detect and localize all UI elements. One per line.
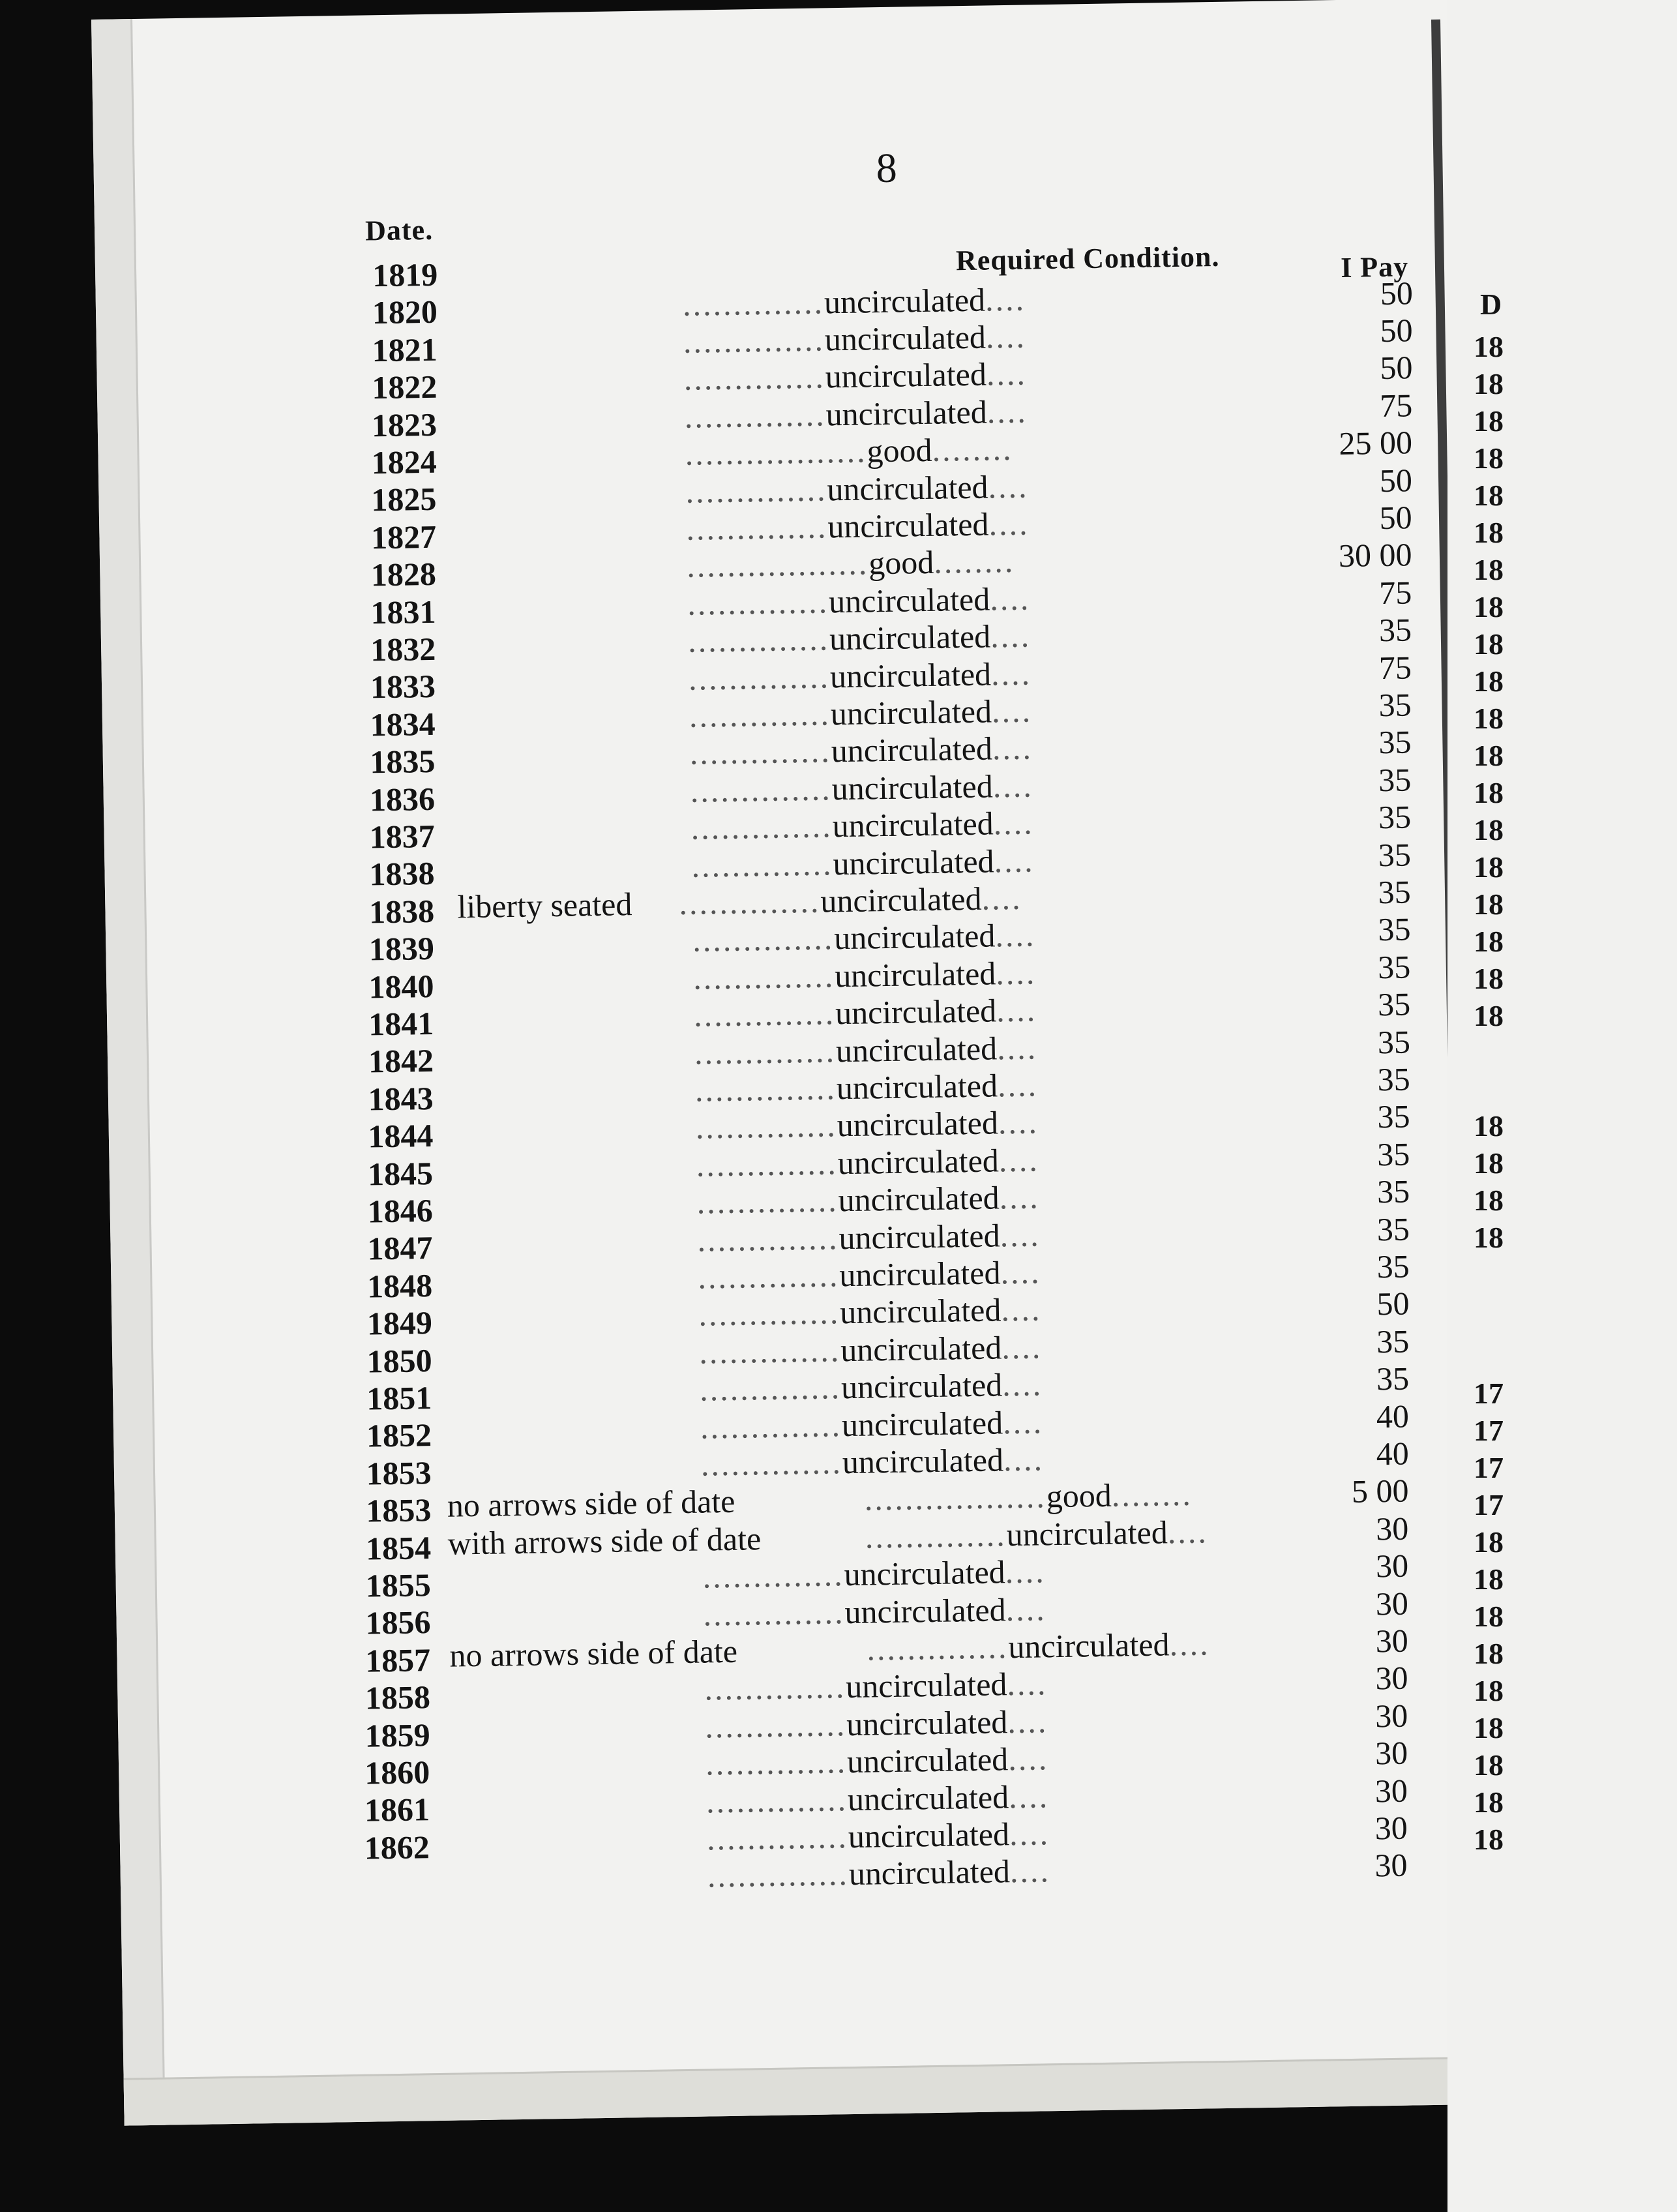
dot-leader: .............. — [696, 1144, 838, 1184]
date-cell: 1828 — [370, 555, 437, 593]
facing-page-year-fragment: 18 — [1474, 441, 1504, 475]
condition-text: uncirculated — [830, 693, 992, 732]
facing-page-year-fragment: 18 — [1474, 553, 1504, 586]
dot-leader: .... — [996, 1029, 1038, 1067]
dot-leader: .... — [998, 1103, 1039, 1141]
pay-cell: 30 — [1375, 1510, 1409, 1547]
pay-column-header: I Pay — [1340, 250, 1409, 284]
dot-leader: .................. — [686, 545, 869, 585]
date-cell: 1820 — [372, 293, 438, 331]
dot-leader: ........ — [932, 430, 1013, 469]
dot-leader: .... — [981, 879, 1022, 917]
dot-leader: .............. — [700, 1406, 842, 1446]
pay-cell: 5 00 — [1351, 1472, 1409, 1510]
date-cell: 1859 — [364, 1716, 430, 1754]
dot-leader: .... — [1002, 1403, 1044, 1441]
pay-cell: 30 — [1374, 1847, 1408, 1884]
pay-cell: 35 — [1378, 686, 1412, 724]
facing-page-year-fragment: 18 — [1474, 962, 1504, 995]
pay-cell: 35 — [1376, 1360, 1410, 1397]
date-cell: 1835 — [369, 743, 436, 781]
facing-page-year-fragment: 17 — [1474, 1488, 1504, 1521]
note-cell: with arrows side of date — [447, 1520, 762, 1562]
pay-cell: 30 00 — [1338, 536, 1412, 575]
condition-text: uncirculated — [848, 1853, 1011, 1892]
dot-leader: .............. — [691, 844, 833, 884]
date-cell: 1845 — [367, 1154, 434, 1193]
date-cell: 1846 — [367, 1192, 434, 1230]
condition-text: uncirculated — [834, 955, 996, 994]
dot-leader: .... — [1007, 1740, 1049, 1778]
dot-leader: .............. — [697, 1257, 840, 1296]
condition-text: uncirculated — [827, 505, 989, 545]
date-cell: 1851 — [366, 1379, 432, 1417]
note-cell: no arrows side of date — [449, 1632, 738, 1674]
dot-leader: .... — [985, 280, 1026, 318]
page-number: 8 — [876, 144, 898, 192]
date-column-header: Date. — [364, 213, 434, 247]
condition-column-header: Required Condition. — [955, 240, 1220, 277]
condition-text: uncirculated — [835, 1030, 998, 1069]
pay-cell: 50 — [1379, 499, 1413, 537]
dot-leader: .... — [988, 505, 1030, 543]
pay-cell: 30 — [1375, 1622, 1409, 1660]
condition-text: uncirculated — [838, 1217, 1000, 1256]
date-cell: 1847 — [367, 1229, 433, 1267]
dot-leader: .... — [985, 318, 1027, 355]
condition-text: uncirculated — [825, 355, 987, 395]
date-cell: 1836 — [369, 780, 436, 818]
dot-leader: .... — [1007, 1703, 1048, 1741]
pay-cell: 35 — [1376, 1173, 1410, 1210]
dot-leader: .............. — [699, 1369, 842, 1408]
date-cell: 1853 — [365, 1491, 432, 1529]
date-cell: 1849 — [366, 1304, 433, 1342]
dot-leader: .............. — [698, 1294, 840, 1334]
dot-leader: .... — [987, 393, 1028, 430]
condition-text: uncirculated — [829, 618, 991, 657]
dot-leader: .............. — [690, 770, 833, 809]
facing-page-year-fragment: 18 — [1474, 330, 1504, 363]
dot-leader: .... — [1003, 1441, 1045, 1478]
pay-cell: 35 — [1377, 948, 1411, 986]
pay-cell: 75 — [1379, 387, 1413, 424]
facing-page-year-fragment: 18 — [1474, 1786, 1504, 1819]
dot-leader: .............. — [692, 919, 835, 959]
date-cell: 1855 — [365, 1566, 432, 1604]
dot-leader: .... — [995, 954, 1037, 992]
condition-text: uncirculated — [829, 655, 992, 695]
facing-page-year-fragment: 18 — [1474, 1221, 1504, 1254]
pay-cell: 40 — [1376, 1397, 1410, 1435]
pay-cell: 75 — [1378, 574, 1412, 611]
dot-leader: .............. — [695, 1107, 838, 1146]
dot-leader: .... — [1002, 1366, 1043, 1403]
date-cell: 1858 — [364, 1679, 431, 1716]
facing-page-year-fragment: 18 — [1474, 479, 1504, 512]
facing-page-year-fragment: 18 — [1474, 1674, 1504, 1707]
dot-leader: .... — [990, 655, 1032, 693]
date-cell: 1819 — [372, 256, 438, 294]
pay-cell: 35 — [1377, 1098, 1410, 1135]
date-cell: 1822 — [371, 368, 438, 406]
pay-cell: 35 — [1376, 1248, 1410, 1285]
condition-text: good — [1046, 1477, 1112, 1515]
condition-text: uncirculated — [820, 880, 982, 919]
condition-text: uncirculated — [840, 1366, 1003, 1406]
condition-text: uncirculated — [825, 393, 988, 433]
date-cell: 1823 — [371, 406, 438, 443]
dot-leader: .... — [989, 580, 1031, 618]
facing-page-year-fragment: 18 — [1474, 1748, 1504, 1782]
dot-leader: ........ — [933, 543, 1015, 581]
date-cell: 1841 — [368, 1004, 434, 1043]
date-cell: 1856 — [365, 1604, 431, 1642]
dot-leader: .............. — [683, 358, 826, 398]
condition-text: uncirculated — [841, 1403, 1003, 1443]
dot-leader: .............. — [700, 1444, 843, 1483]
facing-page-year-fragment: 18 — [1474, 1109, 1504, 1143]
date-cell: 1853 — [366, 1454, 432, 1492]
dot-leader: ........ — [1111, 1476, 1193, 1514]
date-cell: 1840 — [368, 967, 434, 1006]
facing-page-year-fragment: 17 — [1474, 1377, 1504, 1410]
pay-cell: 50 — [1376, 1285, 1410, 1323]
facing-page-year-fragment: 17 — [1474, 1451, 1504, 1484]
condition-text: uncirculated — [838, 1179, 1000, 1219]
condition-text: uncirculated — [827, 468, 988, 508]
condition-text: uncirculated — [846, 1741, 1009, 1780]
condition-text: uncirculated — [831, 730, 993, 770]
facing-page-year-fragment: 18 — [1474, 1562, 1504, 1596]
dot-leader: .............. — [704, 1668, 846, 1707]
date-cell: 1860 — [364, 1754, 430, 1791]
facing-page-year-fragment: 18 — [1474, 627, 1504, 661]
date-cell: 1832 — [370, 630, 436, 668]
date-cell: 1837 — [369, 817, 436, 856]
dot-leader: .............. — [704, 1705, 847, 1745]
dot-leader: .............. — [707, 1855, 850, 1894]
dot-leader: .... — [994, 916, 1036, 954]
dot-leader: .............. — [865, 1516, 1007, 1555]
dot-leader: .............. — [697, 1219, 839, 1259]
facing-page-year-fragment: 18 — [1474, 702, 1504, 735]
date-cell: 1827 — [370, 518, 437, 556]
condition-text: uncirculated — [848, 1816, 1010, 1855]
facing-page-year-fragment: 18 — [1474, 1637, 1504, 1670]
facing-page-fragment — [1447, 0, 1677, 2212]
dot-leader: .............. — [687, 583, 829, 622]
dot-leader: .... — [992, 767, 1034, 805]
pay-cell: 35 — [1377, 985, 1411, 1023]
page-bottom-edge — [124, 2055, 1562, 2126]
date-cell: 1838 — [368, 855, 435, 893]
facing-page-year-fragment: 18 — [1474, 516, 1504, 549]
facing-page-year-fragment: 18 — [1474, 1146, 1504, 1180]
dot-leader: .... — [1005, 1590, 1047, 1628]
dot-leader: .............. — [689, 732, 832, 772]
dot-leader: .... — [991, 692, 1033, 730]
date-cell: 1824 — [371, 443, 438, 481]
facing-page-year-fragment: 18 — [1474, 813, 1504, 846]
condition-text: uncirculated — [831, 768, 994, 807]
dot-leader: .... — [986, 355, 1028, 393]
facing-page-year-fragment: 17 — [1474, 1414, 1504, 1447]
date-cell: 1839 — [368, 930, 435, 968]
pay-cell: 30 — [1374, 1734, 1408, 1772]
date-cell: 1821 — [372, 331, 438, 369]
pay-cell: 35 — [1376, 1210, 1410, 1248]
dot-leader: .... — [1000, 1253, 1041, 1291]
dot-leader: .............. — [705, 1780, 848, 1820]
date-cell: 1825 — [370, 481, 437, 518]
date-cell: 1838 — [368, 892, 435, 931]
dot-leader: .... — [1006, 1665, 1048, 1703]
condition-text: uncirculated — [847, 1778, 1009, 1817]
dot-leader: .... — [990, 617, 1031, 655]
condition-text: good — [868, 544, 934, 582]
date-cell: 1831 — [370, 593, 436, 631]
note-cell: no arrows side of date — [447, 1483, 735, 1525]
pay-cell: 50 — [1380, 274, 1414, 312]
dot-leader: .............. — [698, 1332, 841, 1371]
date-cell: 1854 — [365, 1529, 432, 1567]
condition-text: uncirculated — [824, 318, 987, 358]
condition-text: uncirculated — [824, 281, 986, 321]
facing-page-year-fragment: 18 — [1474, 1184, 1504, 1217]
pay-cell: 35 — [1377, 1060, 1411, 1098]
dot-leader: .... — [994, 842, 1035, 880]
dot-leader: .... — [1000, 1216, 1041, 1253]
dot-leader: .............. — [684, 396, 827, 435]
pay-cell: 30 — [1375, 1585, 1409, 1622]
dot-leader: .............. — [702, 1556, 845, 1595]
condition-text: uncirculated — [837, 1142, 1000, 1182]
dot-leader: .............. — [685, 471, 827, 510]
dot-leader: .... — [998, 1141, 1040, 1179]
pay-cell: 50 — [1379, 461, 1413, 499]
condition-text: uncirculated — [838, 1254, 1001, 1294]
dot-leader: .............. — [703, 1593, 845, 1633]
condition-text: uncirculated — [844, 1591, 1007, 1630]
pay-cell: 35 — [1377, 1023, 1411, 1060]
condition-text: uncirculated — [835, 992, 997, 1032]
dot-leader: .... — [997, 1066, 1039, 1104]
dot-leader: .............. — [692, 957, 835, 996]
dot-leader: .... — [1009, 1815, 1050, 1853]
note-cell: liberty seated — [456, 886, 632, 925]
dot-leader: .............. — [694, 1032, 837, 1071]
condition-text: uncirculated — [845, 1666, 1007, 1705]
facing-page-year-fragment: 18 — [1474, 404, 1504, 438]
date-cell: 1834 — [370, 705, 436, 743]
pay-cell: 30 — [1374, 1772, 1408, 1810]
pay-cell: 25 00 — [1339, 424, 1413, 462]
dot-leader: .............. — [706, 1818, 849, 1857]
date-cell: 1852 — [366, 1416, 432, 1455]
facing-page-year-fragment: 18 — [1474, 739, 1504, 772]
date-cell: 1857 — [364, 1641, 431, 1679]
pay-cell: 30 — [1374, 1697, 1408, 1735]
facing-page-year-fragment: 18 — [1474, 367, 1504, 400]
condition-text: uncirculated — [836, 1067, 998, 1107]
pay-cell: 30 — [1375, 1660, 1408, 1697]
dot-leader: .... — [1005, 1553, 1046, 1591]
dot-leader: .................. — [685, 432, 867, 473]
pay-cell: 35 — [1378, 873, 1412, 911]
dot-leader: .............. — [678, 882, 821, 922]
dot-leader: .... — [988, 468, 1029, 505]
condition-text: uncirculated — [844, 1553, 1006, 1593]
condition-text: uncirculated — [832, 805, 994, 844]
facing-page-year-fragment: 18 — [1474, 888, 1504, 921]
facing-page-year-fragment: 18 — [1474, 999, 1504, 1032]
dot-leader: .............. — [696, 1182, 839, 1221]
dot-leader: .............. — [682, 284, 825, 323]
condition-text: uncirculated — [839, 1291, 1002, 1331]
date-cell: 1842 — [368, 1042, 434, 1080]
pay-cell: 35 — [1378, 761, 1412, 798]
dot-leader: .............. — [705, 1743, 848, 1782]
facing-page-year-fragment: 18 — [1474, 590, 1504, 623]
dot-leader: .... — [1167, 1513, 1209, 1551]
condition-text: uncirculated — [840, 1329, 1002, 1369]
pay-cell: 30 — [1374, 1809, 1408, 1847]
facing-page-header-fragment: D — [1480, 288, 1502, 321]
dot-leader: .... — [992, 729, 1033, 767]
dot-leader: .... — [993, 804, 1035, 842]
date-cell: 1848 — [366, 1266, 433, 1305]
dot-leader: .... — [1000, 1291, 1042, 1328]
facing-page-year-fragment: 18 — [1474, 1823, 1504, 1856]
pay-cell: 35 — [1378, 910, 1411, 948]
dot-leader: .............. — [694, 1069, 837, 1109]
date-cell: 1861 — [364, 1791, 430, 1829]
condition-text: uncirculated — [837, 1104, 999, 1144]
condition-text: uncirculated — [833, 843, 994, 882]
facing-page-year-fragment: 18 — [1474, 665, 1504, 698]
pay-cell: 35 — [1378, 611, 1412, 649]
facing-page-year-fragment: 18 — [1474, 1600, 1504, 1633]
date-cell: 1844 — [367, 1117, 434, 1155]
dot-leader: .... — [1001, 1328, 1043, 1366]
dot-leader: .............. — [690, 807, 833, 846]
pay-cell: 75 — [1378, 648, 1412, 686]
page-sheet — [91, 0, 1562, 2126]
pay-cell: 35 — [1378, 798, 1412, 836]
dot-leader: .............. — [687, 620, 830, 659]
pay-cell: 35 — [1376, 1135, 1410, 1173]
facing-page-year-fragment: 18 — [1474, 776, 1504, 809]
facing-page-year-fragment: 18 — [1474, 925, 1504, 958]
dot-leader: .............. — [693, 994, 836, 1034]
condition-text: uncirculated — [842, 1441, 1004, 1481]
pay-cell: 50 — [1380, 312, 1414, 350]
condition-text: uncirculated — [846, 1703, 1008, 1742]
pay-cell: 35 — [1378, 836, 1412, 873]
dot-leader: .... — [999, 1178, 1041, 1216]
condition-text: uncirculated — [828, 580, 990, 620]
dot-leader: .... — [1169, 1625, 1210, 1663]
pay-cell: 35 — [1376, 1323, 1410, 1360]
pay-cell: 50 — [1379, 349, 1413, 387]
date-cell: 1862 — [364, 1828, 430, 1866]
condition-text: uncirculated — [1007, 1626, 1170, 1666]
condition-text: uncirculated — [833, 917, 996, 957]
condition-text: uncirculated — [1006, 1514, 1168, 1553]
pay-cell: 40 — [1376, 1435, 1410, 1472]
pay-cell: 30 — [1375, 1547, 1409, 1585]
dot-leader: .............. — [688, 657, 831, 697]
date-cell: 1833 — [370, 668, 436, 706]
dot-leader: .................. — [864, 1478, 1047, 1518]
date-cell: 1843 — [368, 1079, 434, 1118]
facing-page-year-fragment: 18 — [1474, 1525, 1504, 1559]
facing-page-year-fragment: 18 — [1474, 1711, 1504, 1744]
condition-text: good — [867, 432, 932, 470]
facing-page-year-fragment: 18 — [1474, 850, 1504, 884]
dot-leader: .............. — [685, 508, 828, 547]
dot-leader: .............. — [866, 1628, 1009, 1667]
dot-leader: .............. — [683, 321, 825, 360]
pay-cell: 35 — [1378, 723, 1412, 761]
dot-leader: .... — [1009, 1852, 1051, 1890]
dot-leader: .... — [996, 991, 1037, 1029]
dot-leader: .............. — [689, 695, 831, 734]
date-cell: 1850 — [366, 1341, 432, 1380]
dot-leader: .... — [1008, 1777, 1050, 1815]
